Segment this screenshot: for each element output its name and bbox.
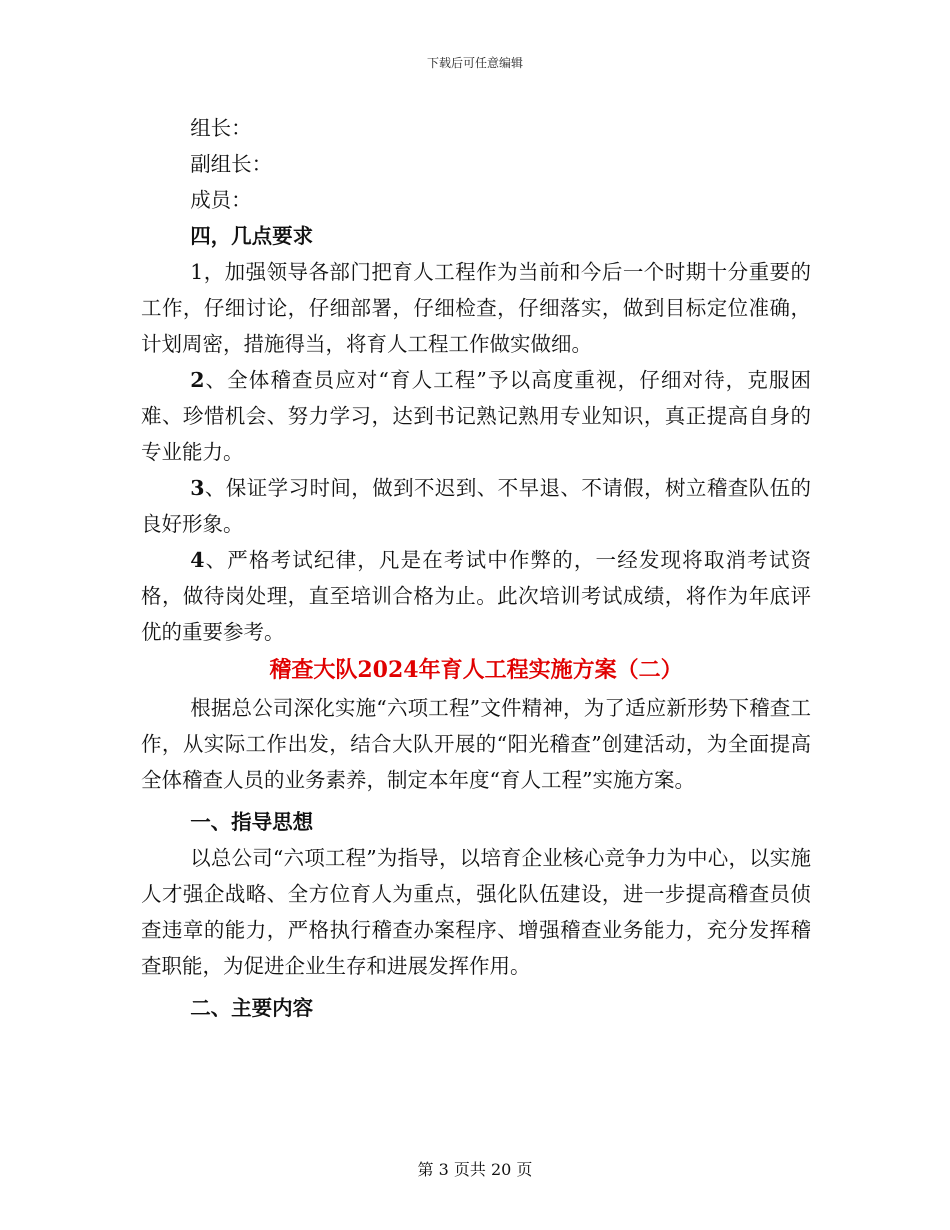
role-leader: 组长： bbox=[190, 116, 252, 140]
requirement-3 bbox=[141, 470, 811, 542]
requirement-1 bbox=[141, 254, 811, 362]
requirement-4-text: 、严格考试纪律，凡是在考试中作弊的，一经发现将取消考试资格，做待岗处理，直至培训合格为止。此次培训考试成绩，将作为年底评优的重要参考。 bbox=[141, 548, 811, 644]
requirement-2-num: 2 bbox=[190, 368, 205, 392]
requirement-2 bbox=[141, 362, 811, 470]
requirement-2-text: 、全体稽查员应对“育人工程”予以高度重视，仔细对待，克服困难、珍惜机会、努力学习，达到书记熟记熟用专业知识，真正提高自身的专业能力。 bbox=[141, 368, 811, 464]
document-title: 稽查大队2024年育人工程实施方案（二） bbox=[269, 657, 683, 683]
role-deputy: 副组长： bbox=[190, 152, 273, 176]
requirement-1-text: ，加强领导各部门把育人工程作为当前和今后一个时期十分重要的工作，仔细讨论，仔细部署，仔细检查，仔细落实，做到目标定位准确，计划周密，措施得当，将育人工程工作做实做细。 bbox=[141, 260, 811, 356]
page-footer: 第 3 页共 20 页 bbox=[417, 1160, 533, 1179]
requirement-3-text: 、保证学习时间，做到不迟到、不早退、不请假，树立稽查队伍的良好形象。 bbox=[141, 476, 811, 536]
section4-heading: 四，几点要求 bbox=[190, 224, 314, 248]
document-body bbox=[141, 110, 811, 1026]
section1-heading: 一、指导思想 bbox=[190, 810, 314, 834]
section2-heading: 二、主要内容 bbox=[190, 996, 314, 1020]
requirement-1-num: 1 bbox=[190, 260, 204, 284]
page-header: 下载后可任意编辑 bbox=[426, 56, 523, 70]
requirement-4 bbox=[141, 542, 811, 650]
section1-paragraph: 以总公司“六项工程”为指导，以培育企业核心竞争力为中心，以实施人才强企战略、全方位育人为重点，强化队伍建设，进一步提高稽查员侦查违章的能力，严格执行稽查办案程序、增强稽查业务能力，充分发挥稽查职能，为促进企业生存和进展发挥作用。 bbox=[141, 846, 811, 978]
requirement-3-num: 3 bbox=[190, 476, 205, 500]
intro-paragraph: 根据总公司深化实施“六项工程”文件精神，为了适应新形势下稽查工作，从实际工作出发，结合大队开展的“阳光稽查”创建活动，为全面提高全体稽查人员的业务素养，制定本年度“育人工程”实施方案。 bbox=[141, 696, 811, 792]
requirement-4-num: 4 bbox=[190, 548, 205, 572]
role-members: 成员： bbox=[190, 188, 252, 212]
